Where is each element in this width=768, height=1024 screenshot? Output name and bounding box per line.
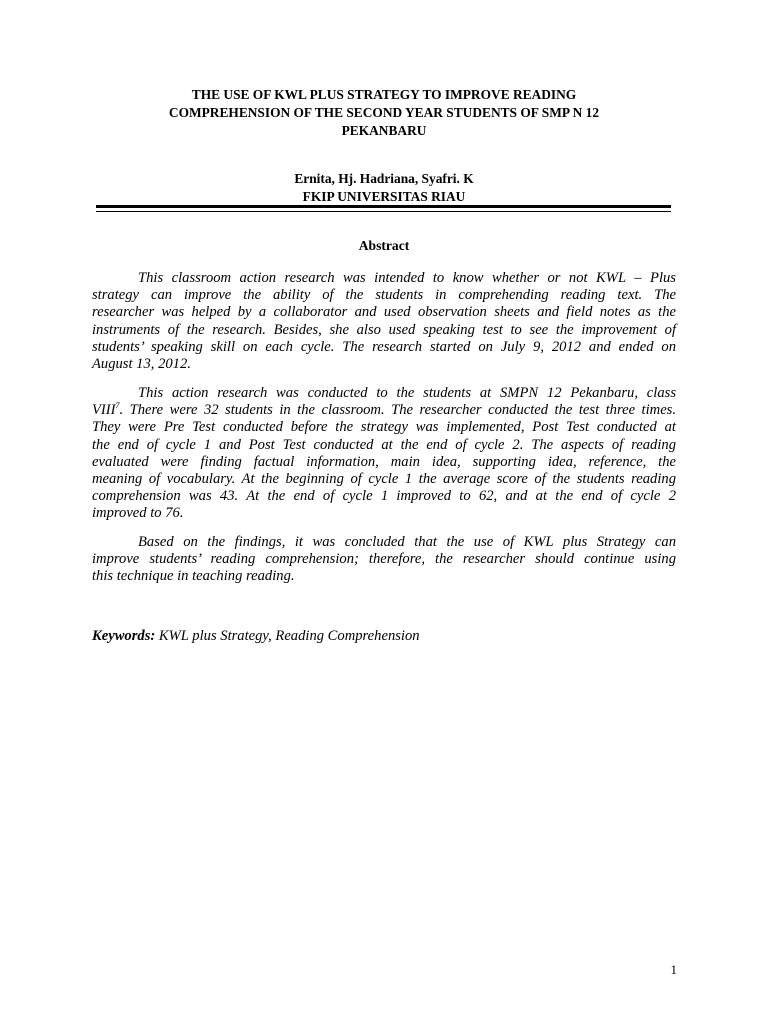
paragraph-line: Based on the findings, it was concluded that the use of KWL plus Strategy can: [138, 534, 676, 550]
author-names: Ernita, Hj. Hadriana, Syafri. K: [294, 171, 474, 186]
keywords-text: KWL plus Strategy, Reading Comprehension: [158, 628, 420, 644]
paragraph-line: improve students’ reading comprehension; therefore, the researcher should continue using: [92, 551, 676, 568]
class-label: VIII: [92, 402, 116, 419]
keywords-label: Keywords:: [92, 628, 156, 644]
paper-title: [92, 86, 676, 140]
title-line: COMPREHENSION OF THE SECOND YEAR STUDENTS OF SMP N 12: [168, 105, 600, 120]
page-number: 1: [670, 962, 677, 977]
paragraph-line: strategy can improve the ability of the students in comprehending reading text. The: [92, 287, 676, 304]
abstract-heading: Abstract: [358, 238, 410, 253]
paragraph-line: this technique in teaching reading.: [92, 568, 295, 585]
paragraph-line: the end of cycle 1 and Post Test conducted at the end of cycle 2. The aspects of reading: [92, 436, 676, 453]
line-text: . There were 32 students in the classroom. The researcher conducted the test three times.: [119, 402, 676, 419]
paragraph-line: meaning of vocabulary. At the beginning of cycle 1 the average score of the students reading: [92, 471, 676, 488]
author-block: [92, 170, 676, 206]
paragraph-line: evaluated were finding factual information, main idea, supporting idea, reference, the: [92, 453, 676, 470]
paragraph-line: This classroom action research was intended to know whether or not KWL – Plus: [138, 270, 676, 286]
title-line: PEKANBARU: [341, 123, 427, 138]
paragraph-line: August 13, 2012.: [92, 356, 191, 373]
header-divider-thick: [96, 205, 671, 208]
title-line: THE USE OF KWL PLUS STRATEGY TO IMPROVE READING: [191, 87, 577, 102]
abstract-paragraph-1: [92, 270, 676, 373]
paragraph-line: They were Pre Test conducted before the strategy was implemented, Post Test conducted at: [92, 419, 676, 436]
paragraph-line: improved to 76.: [92, 505, 184, 522]
paragraph-line: This action research was conducted to the students at SMPN 12 Pekanbaru, class: [138, 385, 676, 401]
footnote-marker: 7: [115, 401, 120, 411]
header-divider-thin: [96, 211, 671, 212]
paragraph-line: students’ speaking skill on each cycle. The research started on July 9, 2012 and ended on: [92, 338, 676, 355]
paragraph-line: [92, 402, 676, 419]
paragraph-line: researcher was helped by a collaborator and used observation sheets and field notes as the: [92, 304, 676, 321]
paragraph-line: instruments of the research. Besides, she also used speaking test to see the improvement of: [92, 321, 676, 338]
paragraph-line: comprehension was 43. At the end of cycle 1 improved to 62, and at the end of cycle 2: [92, 488, 676, 505]
affiliation: FKIP UNIVERSITAS RIAU: [302, 189, 466, 204]
abstract-paragraph-3: [92, 534, 676, 586]
keywords-line: [92, 627, 676, 645]
abstract-paragraph-2: [92, 385, 676, 523]
